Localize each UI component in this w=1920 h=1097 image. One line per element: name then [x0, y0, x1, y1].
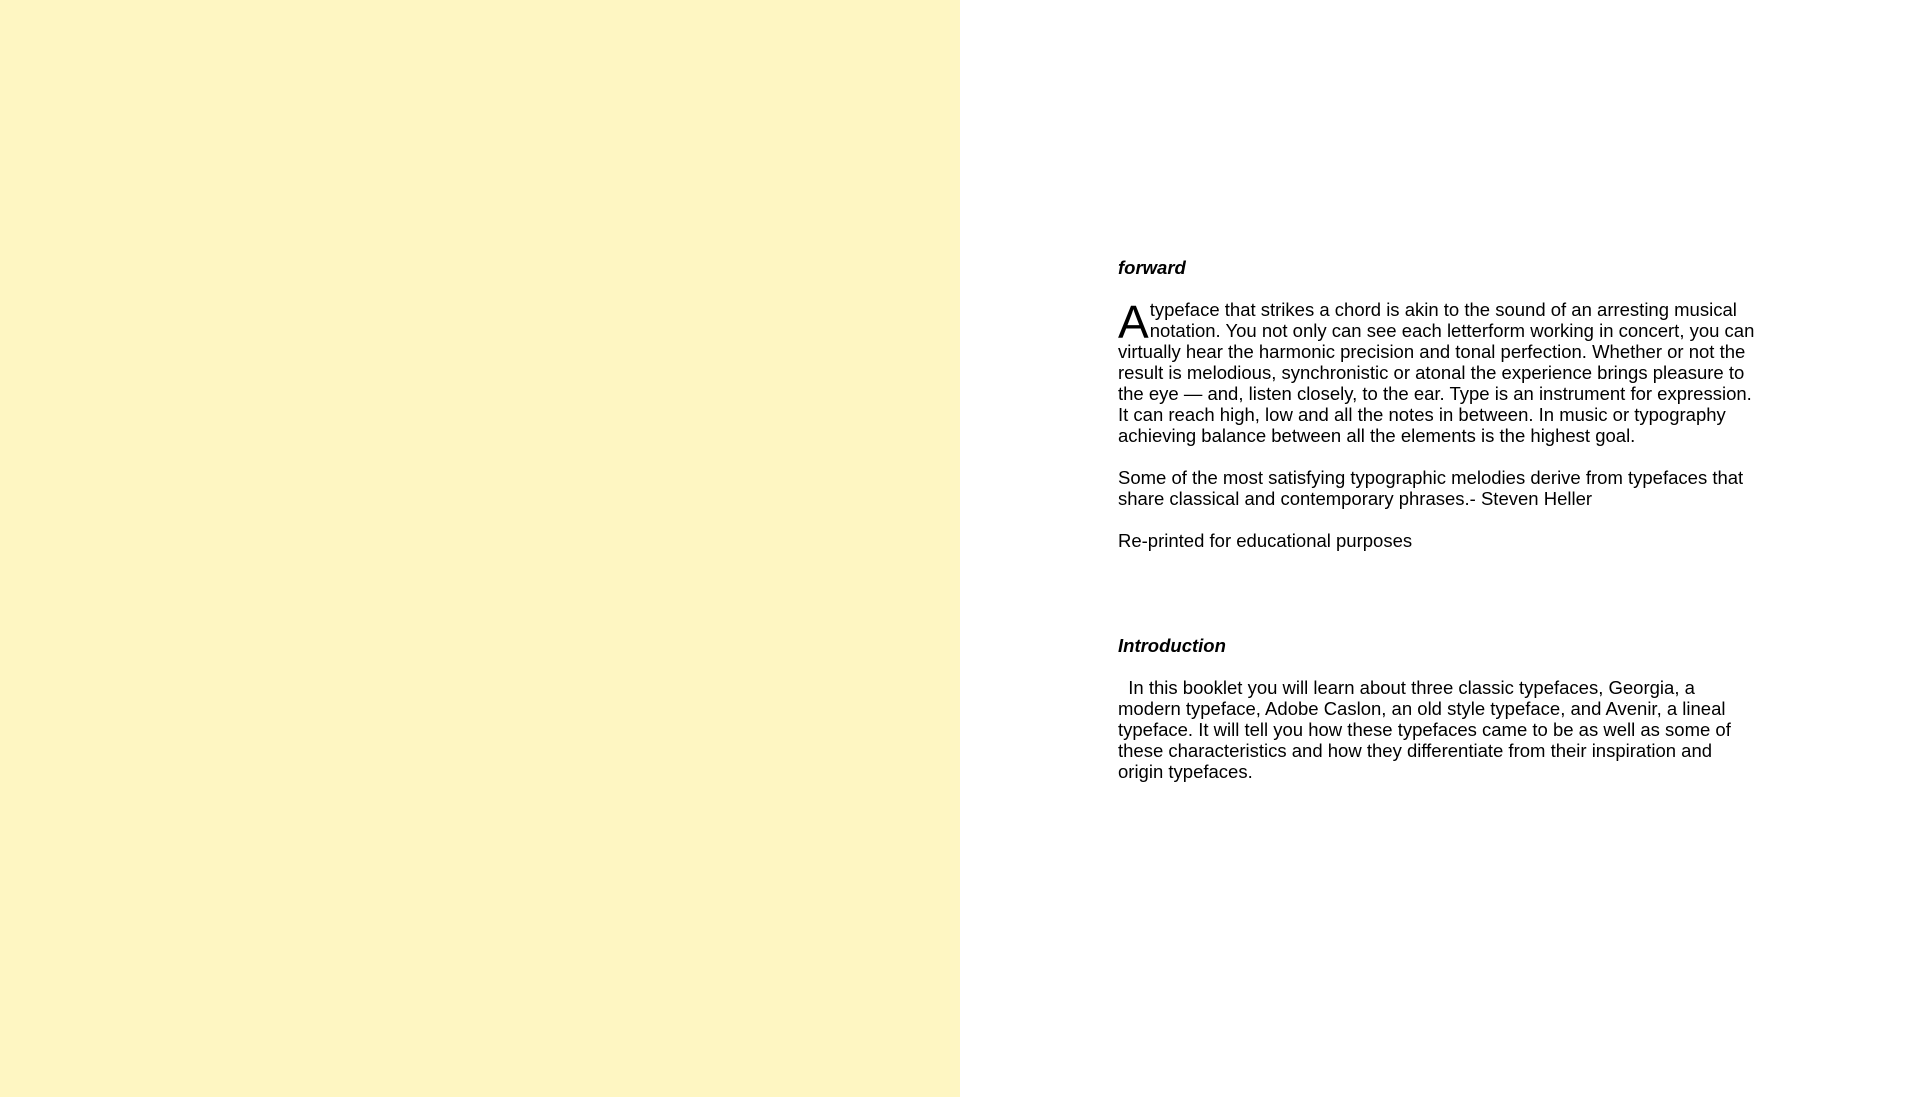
forward-quote-attribution: Some of the most satisfying typographic melodies derive from typefaces that share classical and contemporary phrases.- Steven Heller — [1118, 467, 1744, 509]
reprint-note: Re-printed for educational purposes — [1118, 530, 1413, 551]
introduction-heading: Introduction — [1118, 635, 1226, 656]
forward-heading: forward — [1118, 257, 1186, 278]
forward-paragraph — [1118, 296, 1760, 446]
introduction-paragraph: In this booklet you will learn about three classic typefaces, Georgia, a modern typeface, Adobe Caslon, an old style typeface, and Avenir, a lineal typeface. It will tell you how these typefaces came to be as well as some of these characteristics and how they differentiate from their inspiration and origin typefaces. — [1118, 677, 1736, 782]
forward-paragraph-text: typeface that strikes a chord is akin to the sound of an arresting musical notation. You not only can see each letterform working in concert, you can virtually hear the harmonic precision and tonal perfection. Whether or not the result is melodious, synchronistic or atonal the experience brings pleasure to the eye — and, listen closely, to the ear. Type is an instrument for expression. It can reach high, low and all the notes in between. In music or typography achieving balance between all the elements is the highest goal. — [1118, 299, 1755, 446]
section-spacer — [1118, 572, 1760, 635]
text-column — [1118, 257, 1760, 803]
drop-cap-letter: A — [1118, 296, 1149, 348]
